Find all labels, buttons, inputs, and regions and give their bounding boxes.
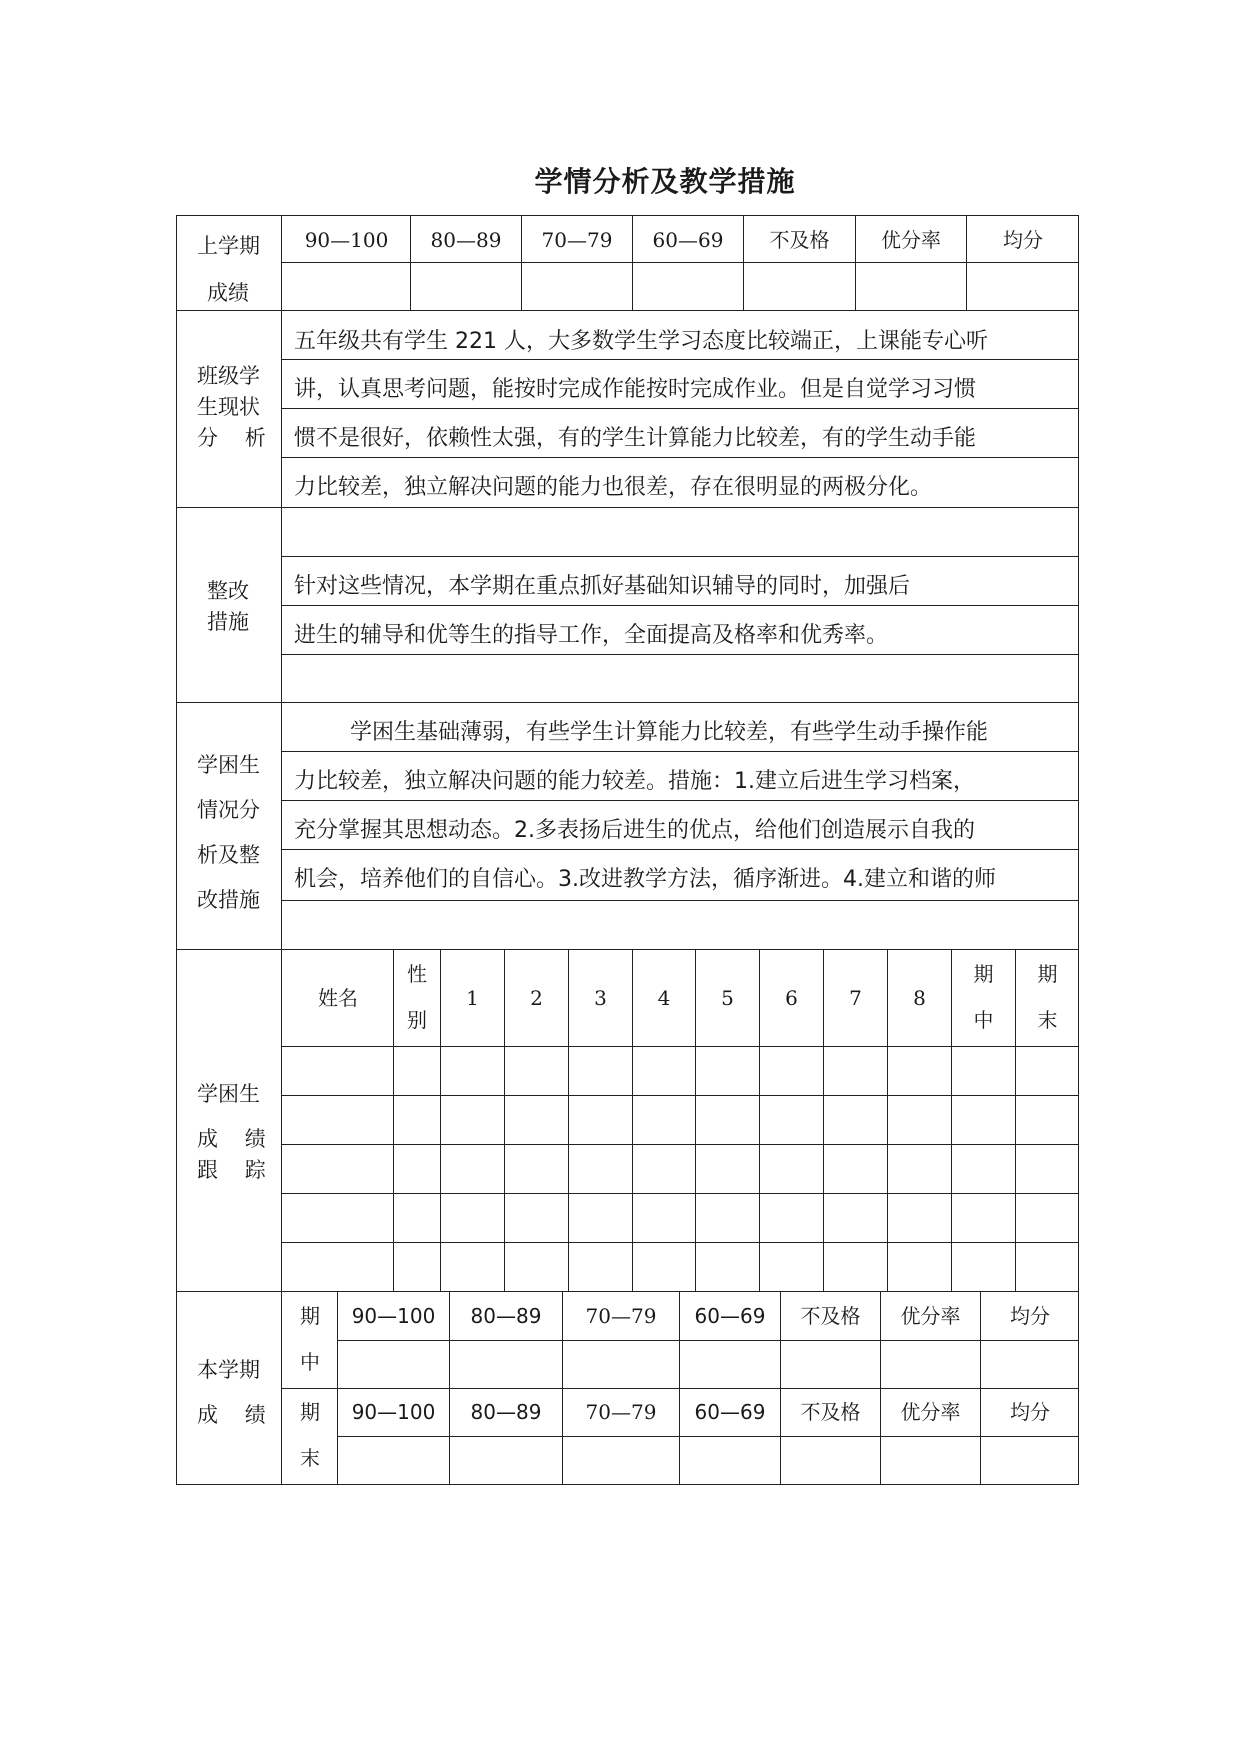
tracking-header-8: 8 (913, 986, 926, 1010)
last-term-header-60-69: 60—69 (652, 228, 724, 252)
this-term-final-label-2: 末 (300, 1446, 320, 1470)
tracking-section (177, 950, 1078, 1292)
this-term-final-label-1: 期 (300, 1400, 320, 1424)
midterm-header-90-100: 90—100 (351, 1304, 436, 1328)
final-header-90-100: 90—100 (351, 1400, 436, 1424)
this-term-section (177, 1292, 1078, 1484)
final-header-average: 均分 (1010, 1400, 1050, 1424)
midterm-header-80-89: 80—89 (470, 1304, 542, 1328)
struggling-analysis-line-4: 机会，培养他们的自信心。3.改进教学方法，循序渐进。4.建立和谐的师 (294, 867, 996, 892)
struggling-analysis-line-2: 力比较差，独立解决问题的能力较差。措施：1.建立后进生学习档案， (294, 769, 975, 794)
tracking-header-3: 3 (594, 986, 607, 1010)
midterm-header-fail: 不及格 (800, 1304, 861, 1328)
class-status-label: 班级学 生现状 分 析 (177, 311, 282, 507)
class-status-line-3: 惯不是很好，依赖性太强，有的学生计算能力比较差，有的学生动手能 (294, 426, 977, 451)
tracking-header-7: 7 (849, 986, 862, 1010)
class-status-line-1: 五年级共有学生 221 人，大多数学生学习态度比较端正，上课能专心听 (294, 329, 988, 354)
rectification-line-2: 进生的辅导和优等生的指导工作，全面提高及格率和优秀率。 (294, 623, 889, 648)
tracking-header-final-1: 期 (1037, 962, 1058, 986)
this-term-label: 本学期 成 绩 (177, 1292, 282, 1484)
last-term-header-fail: 不及格 (769, 228, 830, 252)
tracking-header-midterm-2: 中 (973, 1008, 994, 1032)
final-header-excellent-rate: 优分率 (900, 1400, 961, 1424)
tracking-header-4: 4 (657, 986, 671, 1010)
tracking-header-1: 1 (466, 986, 479, 1010)
tracking-label: 学困生 成 绩 跟 踪 (177, 950, 282, 1291)
tracking-header-gender-1: 性 (407, 962, 427, 986)
last-term-section (177, 216, 1078, 311)
page-title: 学情分析及教学措施 (534, 165, 796, 198)
tracking-header-2: 2 (530, 986, 543, 1010)
tracking-header-midterm-1: 期 (973, 962, 994, 986)
rectification-line-1: 针对这些情况，本学期在重点抓好基础知识辅导的同时，加强后 (294, 574, 911, 599)
class-status-line-4: 力比较差，独立解决问题的能力也很差，存在很明显的两极分化。 (294, 475, 933, 500)
last-term-header-80-89: 80—89 (430, 228, 502, 252)
midterm-header-excellent-rate: 优分率 (900, 1304, 961, 1328)
tracking-header-6: 6 (785, 986, 798, 1010)
final-header-60-69: 60—69 (694, 1400, 766, 1424)
last-term-header-average: 均分 (1003, 228, 1043, 252)
struggling-analysis-line-3: 充分掌握其思想动态。2.多表扬后进生的优点，给他们创造展示自我的 (294, 818, 975, 843)
rectification-label: 整改 措施 (177, 508, 282, 702)
class-status-section (177, 311, 1078, 508)
struggling-analysis-label: 学困生 情况分 析及整 改措施 (177, 703, 282, 949)
tracking-header-final-2: 末 (1037, 1008, 1058, 1032)
last-term-header-90-100: 90—100 (304, 228, 389, 252)
tracking-header-gender-2: 别 (407, 1008, 427, 1032)
tracking-header-name: 姓名 (318, 986, 358, 1010)
this-term-midterm-label-2: 中 (300, 1350, 320, 1374)
tracking-header-5: 5 (721, 986, 734, 1010)
struggling-analysis-line-1: 学困生基础薄弱，有些学生计算能力比较差，有些学生动手操作能 (294, 720, 988, 745)
analysis-table (176, 215, 1079, 1485)
last-term-header-70-79: 70—79 (541, 228, 613, 252)
midterm-header-average: 均分 (1010, 1304, 1050, 1328)
final-header-80-89: 80—89 (470, 1400, 542, 1424)
rectification-section (177, 508, 1078, 703)
last-term-label: 上学期 成绩 (177, 216, 282, 310)
final-header-70-79: 70—79 (585, 1400, 657, 1424)
midterm-header-70-79: 70—79 (585, 1304, 657, 1328)
struggling-analysis-section (177, 703, 1078, 950)
midterm-header-60-69: 60—69 (694, 1304, 766, 1328)
this-term-midterm-label-1: 期 (300, 1304, 320, 1328)
class-status-line-2: 讲，认真思考问题，能按时完成作能按时完成作业。但是自觉学习习惯 (294, 377, 977, 402)
last-term-header-excellent-rate: 优分率 (881, 228, 941, 252)
final-header-fail: 不及格 (800, 1400, 861, 1424)
